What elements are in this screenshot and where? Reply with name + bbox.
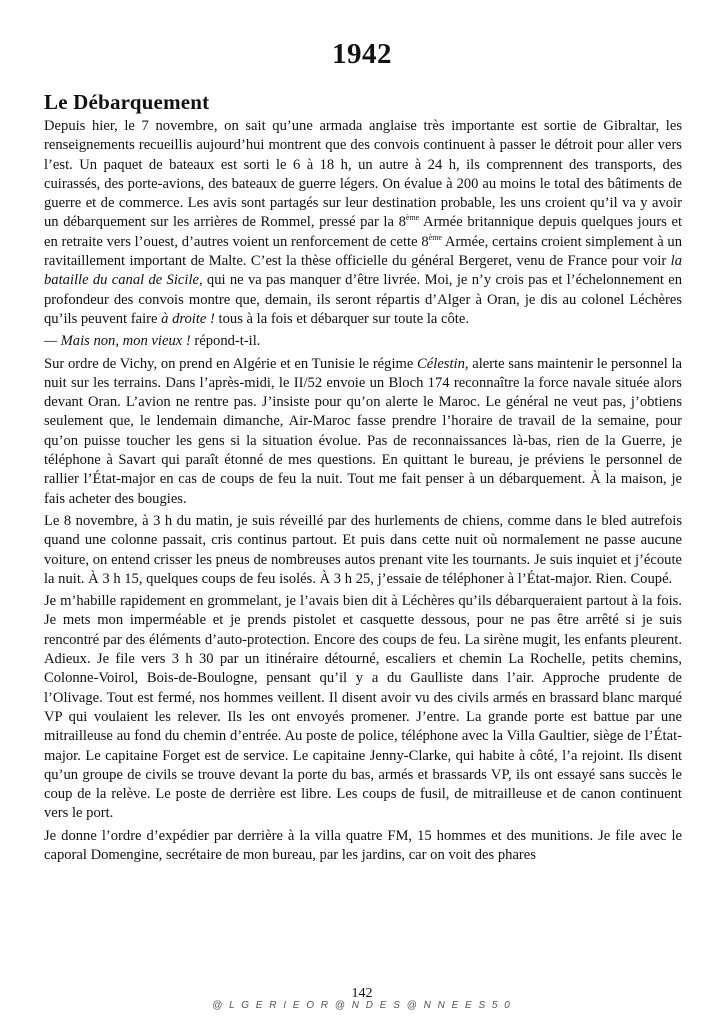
text-run: Je donne l’ordre d’expédier par derrière à la villa quatre FM, 15 hommes et des munitions. Je file avec le caporal Domengine, secrétaire de mon bureau, par les jardins, car on voit des phares: [44, 827, 682, 863]
paragraph: [44, 117, 682, 329]
page-number: 142: [351, 986, 373, 1001]
section-title: Le Débarquement: [44, 90, 210, 114]
text-run: tous à la fois et débarquer sur toute la côte.: [214, 310, 469, 327]
footer-watermark: @ L G E R I E O R @ N D E S @ N N E E S 5 0: [212, 1000, 512, 1011]
text-run: , qui ne va pas manquer d’être livrée. Moi, je n’y crois pas et l’échelonnement en profondeur des convois montre que, demain, ils seront répartis d’Alger à Oran, je dis au colonel Léchères qu’ils peuvent faire: [44, 272, 682, 327]
italic-text: la bataille du canal de Sicile: [44, 253, 682, 289]
superscript-text: ème: [428, 232, 442, 242]
text-run: Armée britannique depuis quelques jours et en retraite vers l’ouest, d’autres voient un renforcement de cette 8: [44, 214, 683, 250]
italic-text: Célestin: [417, 355, 465, 372]
text-run: Le 8 novembre, à 3 h du matin, je suis réveillé par des hurlements de chiens, comme dans le bled autrefois quand une colonne passait, cris continus partout. Et puis dans cette nuit où normalement ne passe aucune voiture, on entend crisser les pneus de nombreuses autos prenant vite les tournants. Je suis inquiet et j’écoute la nuit. À 3 h 15, quelques coups de feu isolés. À 3 h 25, j’essaie de téléphoner à l’État-major. Rien. Coupé.: [44, 512, 682, 587]
text-run: Depuis hier, le 7 novembre, on sait qu’une armada anglaise très importante est sortie de Gibraltar, les renseignements recueillis aujourd’hui montrent que des convois continuent à passer le détroit pour aller vers l’est. Un paquet de bateaux est sorti le 6 à 18 h, un autre à 24 h, ils comprennent des transports, des cuirassés, des porte-avions, des bateaux de guerre légers. On évalue à 200 au moins le total des bâtiments de guerre et de commerce. Les avis sont partagés sur leur destination probable, les uns croient qu’il va y avoir un débarquement sur les arrières de Rommel, pressé par la 8: [44, 118, 682, 231]
text-run: Sur ordre de Vichy, on prend en Algérie et en Tunisie le régime: [44, 355, 418, 372]
paragraph: [44, 512, 682, 589]
paragraph: [44, 827, 682, 866]
superscript-text: ème: [405, 213, 420, 223]
body-text: [44, 117, 682, 868]
italic-text: — Mais non, mon vieux !: [44, 333, 191, 350]
page-year-heading: 1942: [332, 38, 392, 70]
paragraph: [44, 355, 682, 509]
paragraph: [44, 332, 682, 351]
text-run: Armée, certains croient simplement à un ravitaillement important de Malte. C’est la thèse officielle du général Bergeret, venu de France pour voir: [44, 233, 683, 270]
text-run: , alerte sans maintenir le personnel la nuit sur les terrains. Dans l’après-midi, le II/52 envoie un Bloch 174 reconnaître la force navale située alors devant Oran. L’avion ne rentre pas. J’insiste pour qu’on alerte le Maroc. Le général ne veut pas, j’obtiens seulement que, le lendemain dimanche, Air-Maroc fasse prendre l’horaire de travail de la semaine, pour qu’on puisse toucher les gens si la situation évolue. Pas de reconnaissances là-bas, rien de la Guerre, je téléphone à Savart qui paraît étonné de mes questions. En quittant le bureau, je préviens le personnel de rallier l’État-major en cas de coups de feu la nuit. Tout me fait penser à un débarquement. À la maison, je fais acheter des bougies.: [44, 355, 682, 507]
text-run: Je m’habille rapidement en grommelant, je l’avais bien dit à Léchères qu’ils débarqueraient partout à la fois. Je mets mon imperméable et je prends pistolet et casquette dessous, pour ne pas être arrêté si je suis rencontré par des éléments d’auto-protection. Encore des coups de feu. La sirène mugit, les enfants pleurent. Adieux. Je file vers 3 h 30 par un itinéraire détourné, escaliers et chemin La Rochelle, petits chemins, Colonne-Voirol, Bois-de-Boulogne, pensant qu’il y a du Gaulliste dans l’air. Approche prudente de l’Olivage. Tout est fermé, nos hommes veillent. Il disent avoir vu des civils armés en brassard blanc marqué VP qui voulaient les relever. Ils les ont envoyés promener. J’entre. La grande porte est battue par une mitrailleuse au fond du chemin d’entrée. Au poste de police, téléphone avec la Villa Gaultier, siège de l’État-major. Le capitaine Forget est de service. Le capitaine Jenny-Clarke, qui habite à côté, l’a rejoint. Ils disent qu’un groupe de civils se trouve devant la porte du bas, armés et brassards VP, ils ont essayé sans succès le coup de la relève. Le poste de derrière est libre. Les coups de fusil, de mitrailleuse et de canon continuent vers le port.: [44, 593, 682, 822]
text-run: répond-t-il.: [190, 333, 261, 350]
italic-text: à droite !: [161, 310, 215, 327]
paragraph: [44, 592, 682, 824]
